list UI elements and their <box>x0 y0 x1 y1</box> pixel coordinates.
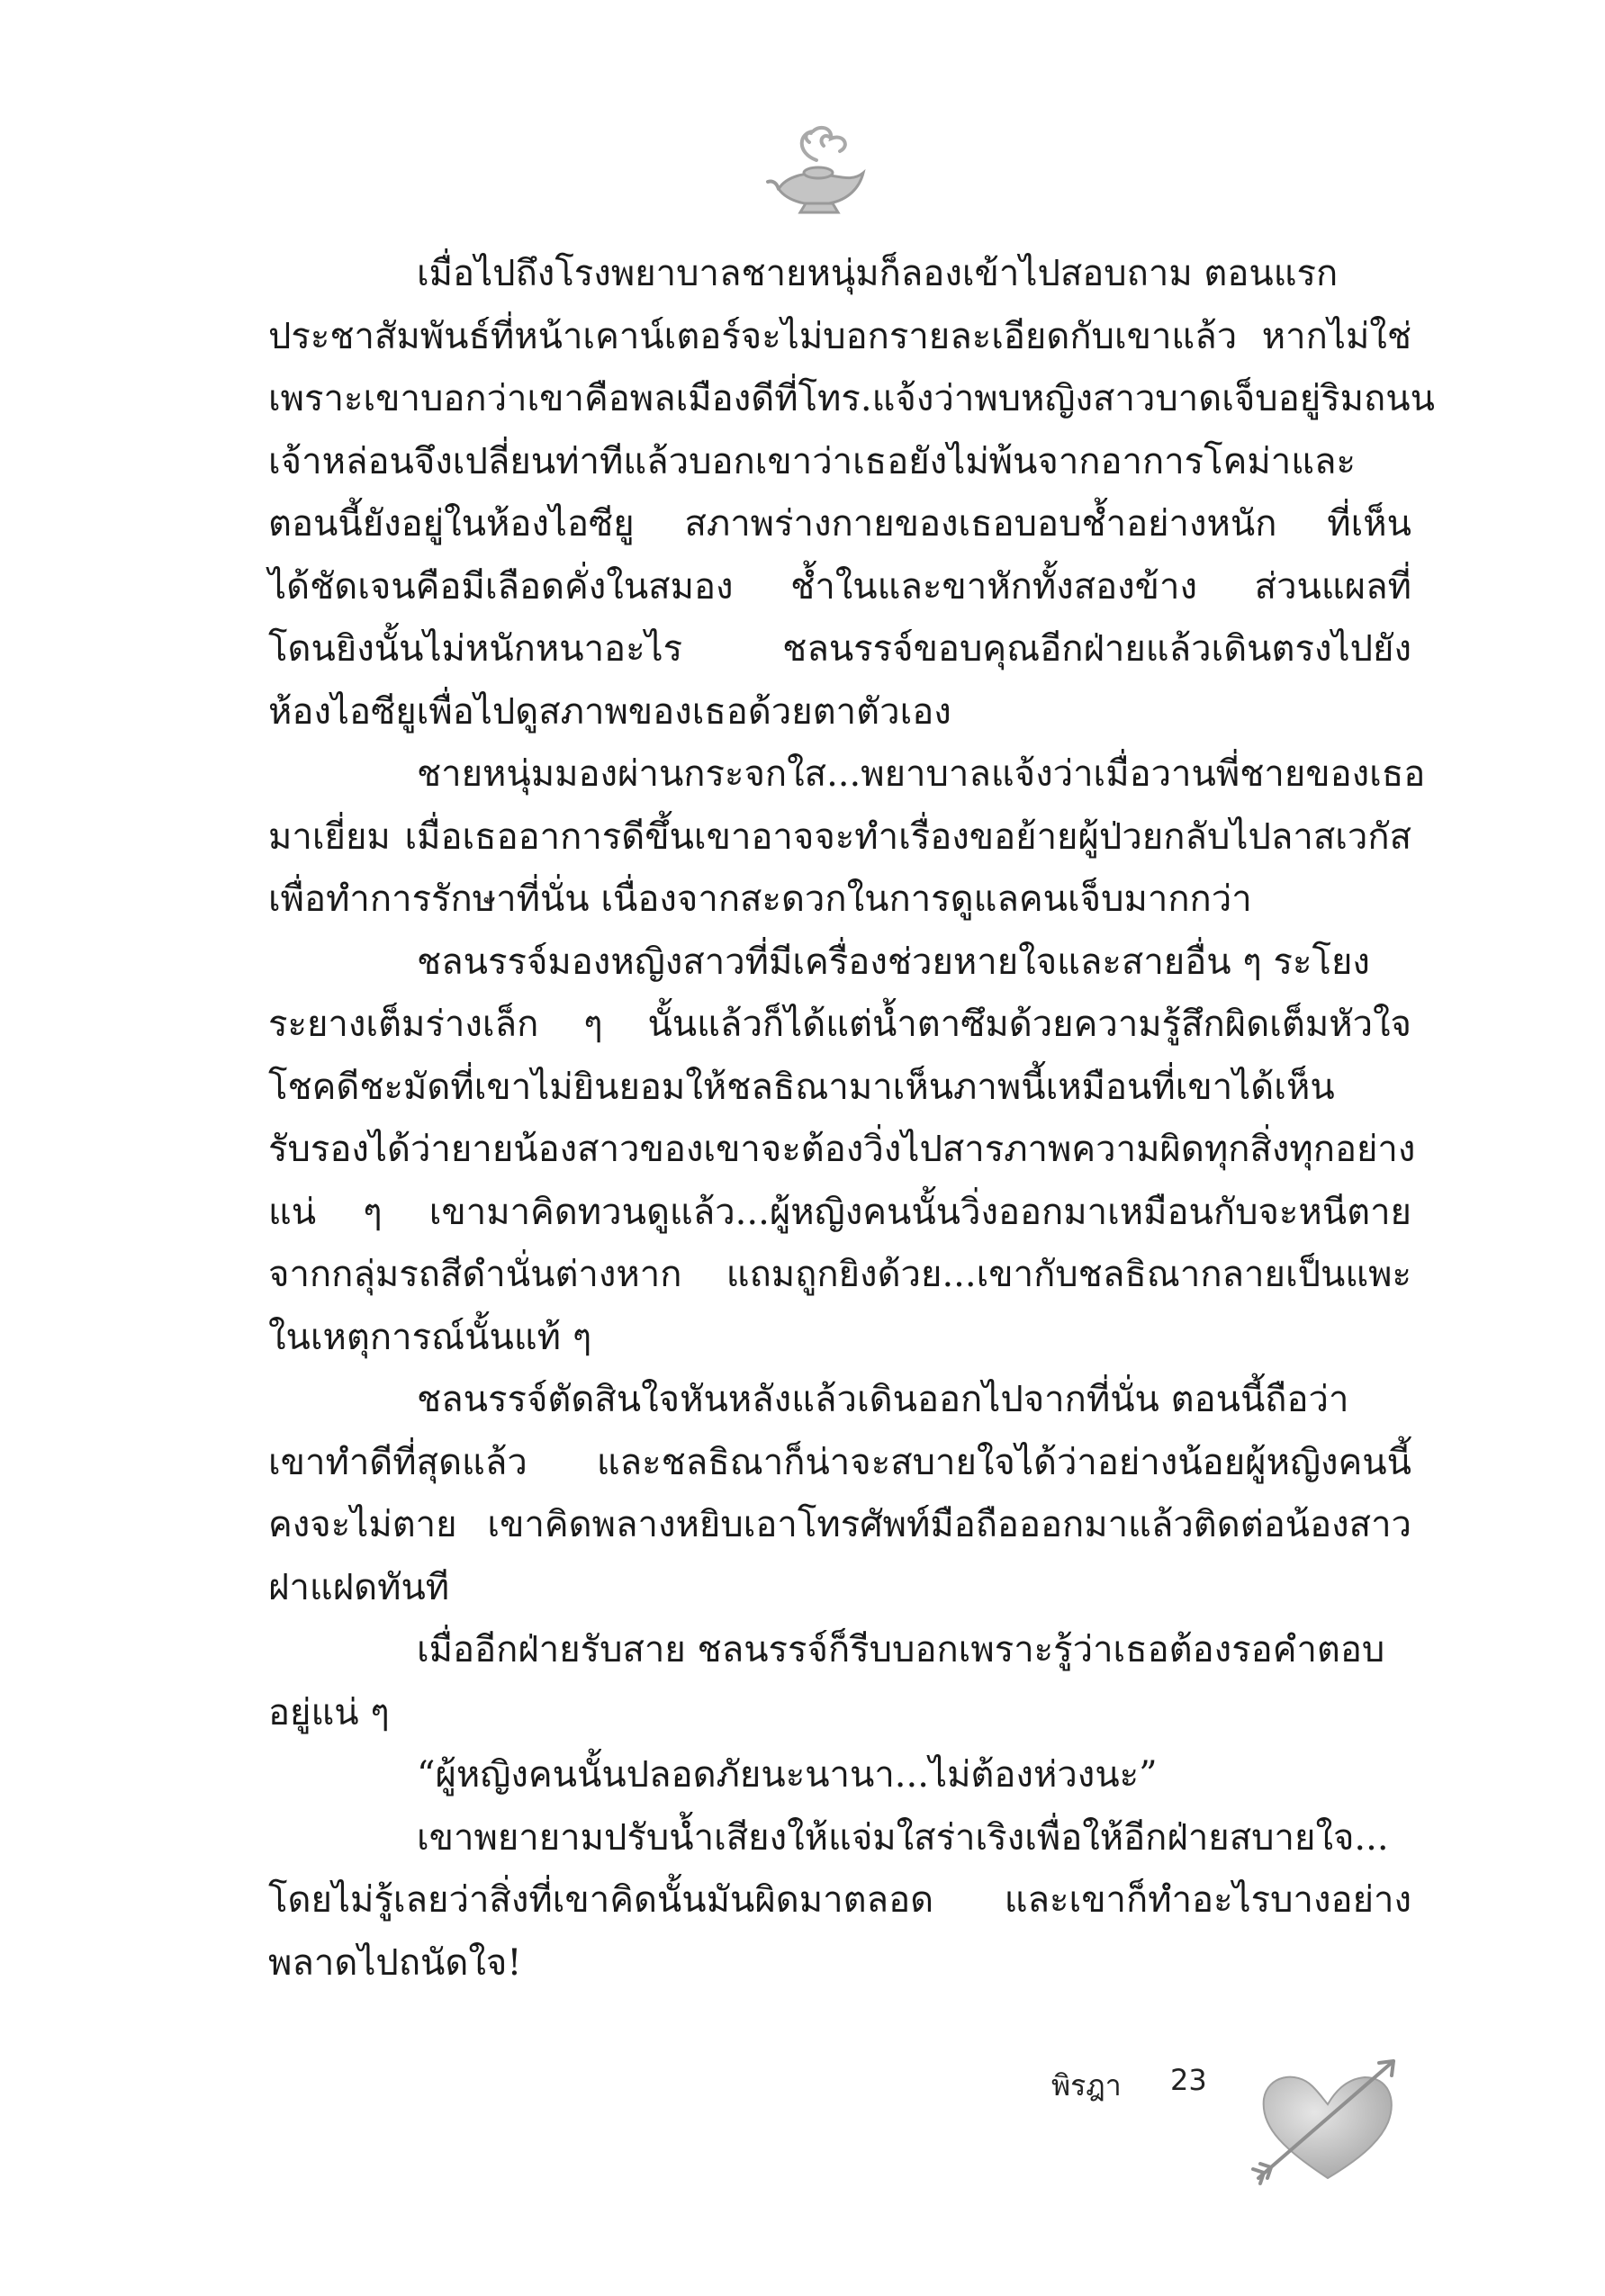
text-line: เมื่ออีกฝ่ายรับสาย ชลนรรจ์ก็รีบบอกเพราะรู้ว่าเธอต้องรอคำตอบ <box>417 1629 1385 1670</box>
text-line: เขาพยายามปรับน้ำเสียงให้แจ่มใสร่าเริงเพื่อให้อีกฝ่ายสบายใจ... <box>417 1816 1389 1859</box>
text-line: แน่ ๆ เขามาคิดทวนดูแล้ว...ผู้หญิงคนนั้นวิ่งออกมาเหมือนกับจะหนีตาย <box>268 1191 1411 1233</box>
text-line: ในเหตุการณ์นั้นแท้ ๆ <box>268 1316 592 1358</box>
dialogue-line: “ผู้หญิงคนนั้นปลอดภัยนะนานา...ไม่ต้องห่วงนะ” <box>417 1754 1158 1796</box>
text-line: คงจะไม่ตาย เขาคิดพลางหยิบเอาโทรศัพท์มือถือออกมาแล้วติดต่อน้องสาว <box>268 1504 1411 1545</box>
text-line: เมื่อไปถึงโรงพยาบาลชายหนุ่มก็ลองเข้าไปสอบถาม ตอนแรก <box>417 253 1339 294</box>
text-line: เพราะเขาบอกว่าเขาคือพลเมืองดีที่โทร.แจ้งว่าพบหญิงสาวบาดเจ็บอยู่ริมถนน <box>268 378 1435 419</box>
text-line: ชลนรรจ์มองหญิงสาวที่มีเครื่องช่วยหายใจและสายอื่น ๆ ระโยง <box>417 941 1370 983</box>
text-line: โดนยิงนั้นไม่หนักหนาอะไร ชลนรรจ์ขอบคุณอีกฝ่ายแล้วเดินตรงไปยัง <box>268 628 1411 670</box>
text-line: รับรองได้ว่ายายน้องสาวของเขาจะต้องวิ่งไปสารภาพความผิดทุกสิ่งทุกอย่าง <box>268 1129 1416 1170</box>
text-line: โดยไม่รู้เลยว่าสิ่งที่เขาคิดนั้นมันผิดมาตลอด และเขาก็ทำอะไรบางอย่าง <box>268 1879 1411 1921</box>
text-line: เพื่อทำการรักษาที่นั่น เนื่องจากสะดวกในการดูแลคนเจ็บมากกว่า <box>268 878 1252 920</box>
text-line: ชายหนุ่มมองผ่านกระจกใส...พยาบาลแจ้งว่าเมื่อวานพี่ชายของเธอ <box>417 753 1426 795</box>
text-line: ตอนนี้ยังอยู่ในห้องไอซียู สภาพร่างกายของเธอบอบช้ำอย่างหนัก ที่เห็น <box>268 503 1411 545</box>
text-line: โชคดีชะมัดที่เขาไม่ยินยอมให้ชลธิณามาเห็นภาพนี้เหมือนที่เขาได้เห็น <box>268 1066 1335 1108</box>
text-line: จากกลุ่มรถสีดำนั่นต่างหาก แถมถูกยิงด้วย...เขากับชลธิณากลายเป็นแพะ <box>268 1254 1411 1295</box>
text-line: มาเยี่ยม เมื่อเธออาการดีขึ้นเขาอาจจะทำเรื่องขอย้ายผู้ป่วยกลับไปลาสเวกัส <box>268 815 1411 858</box>
page-number: 23 <box>1170 2063 1207 2097</box>
text-line: เจ้าหล่อนจึงเปลี่ยนท่าทีแล้วบอกเขาว่าเธอยังไม่พ้นจากอาการโคม่าและ <box>268 440 1357 482</box>
text-line: ห้องไอซียูเพื่อไปดูสภาพของเธอด้วยตาตัวเอง <box>268 690 951 733</box>
text-line: ได้ชัดเจนคือมีเลือดคั่งในสมอง ช้ำในและขาหักทั้งสองข้าง ส่วนแผลที่ <box>268 565 1411 608</box>
text-line: เขาทำดีที่สุดแล้ว และชลธิณาก็น่าจะสบายใจได้ว่าอย่างน้อยผู้หญิงคนนี้ <box>268 1441 1411 1483</box>
body-text <box>268 243 1435 1994</box>
text-line: อยู่แน่ ๆ <box>268 1691 390 1733</box>
text-line: พลาดไปถนัดใจ! <box>268 1941 522 1984</box>
text-line: ชลนรรจ์ตัดสินใจหันหลังแล้วเดินออกไปจากที่นั่น ตอนนี้ถือว่า <box>417 1379 1349 1420</box>
text-line: ประชาสัมพันธ์ที่หน้าเคาน์เตอร์จะไม่บอกรายละเอียดกับเขาแล้ว หากไม่ใช่ <box>268 315 1411 357</box>
genie-lamp-icon <box>761 106 878 223</box>
text-line: ฝาแฝดทันที <box>268 1566 450 1608</box>
text-line: ระยางเต็มร่างเล็ก ๆ นั้นแล้วก็ได้แต่น้ำตาซึมด้วยความรู้สึกผิดเต็มหัวใจ <box>268 1004 1411 1045</box>
heart-arrow-icon <box>1233 2043 1422 2196</box>
footer-author: พิรฎา <box>1051 2068 1122 2102</box>
